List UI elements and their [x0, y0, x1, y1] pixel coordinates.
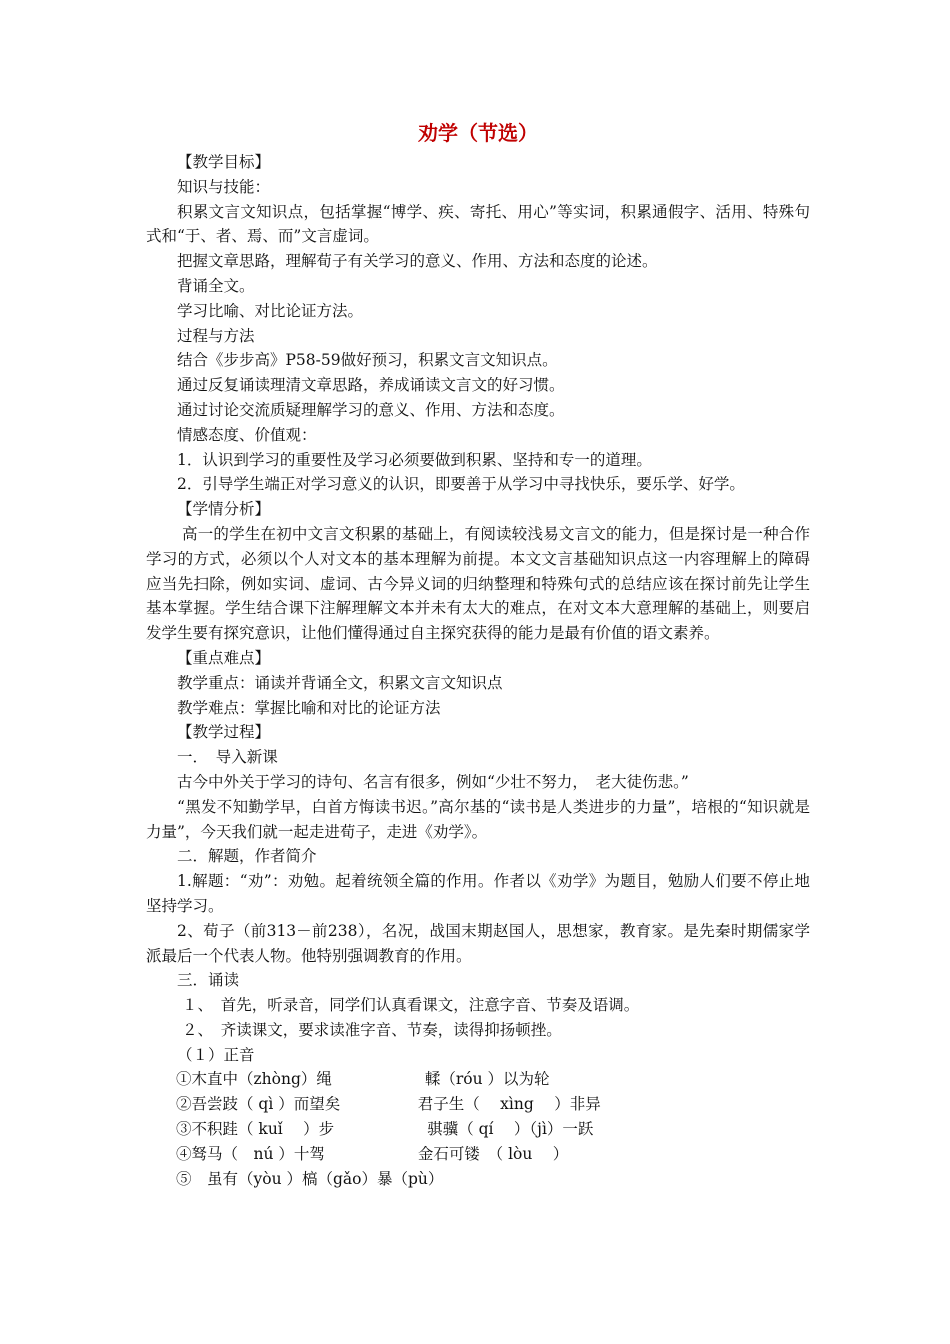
paragraph: ２、 齐读课文，要求读准字音、节奏，读得抑扬顿挫。 [182, 1020, 562, 1039]
paragraph: 情感态度、价值观： [177, 425, 317, 444]
paragraph: 高一的学生在初中文言文积累的基础上，有阅读较浅易文言文的能力，但是探讨是一种合作学习的方式，必须以个人对文本的基本理解为前提。本文文言基础知识点这一内容理解上的障碍应当先扫除，例如实词、虚词、古今异义词的归纳整理和特殊句式的总结应该在探讨前先让学生基本掌握。学生结合课下注解理解文本并未有太大的难点，在对文本大意理解的基础上，则要启发学生要有探究意识，让他们懂得通过自主探究获得的能力是最有价值的语文素养。 [146, 524, 810, 643]
paragraph: 结合《步步高》P58-59做好预习，积累文言文知识点。 [177, 351, 558, 370]
section-heading-key-points: 【重点难点】 [177, 648, 271, 667]
document-title: 劝学（节选） [418, 121, 538, 145]
paragraph: 2、荀子（前313－前238），名况，战国末期赵国人，思想家，教育家。是先秦时期儒家学派最后一个代表人物。他特别强调教育的作用。 [146, 921, 810, 965]
section-heading-goals: 【教学目标】 [177, 153, 271, 171]
pinyin-line: ⑤ 虽有（yòu ）槁（gǎo）暴（pù） [176, 1169, 444, 1188]
paragraph: 1.解题：“劝”：劝勉。起着统领全篇的作用。作者以《劝学》为题目，勉励人们要不停止地坚持学习。 [146, 872, 810, 915]
document-page [146, 118, 810, 1191]
pinyin-line: ②吾尝跂（ qì ）而望矣 君子生（ xìng ）非异 [176, 1095, 601, 1114]
paragraph: 2．引导学生端正对学习意义的认识，即要善于从学习中寻找快乐，要乐学、好学。 [177, 475, 745, 494]
pinyin-line: ④驽马（ nú ）十驾 金石可镂 （ lòu ） [176, 1144, 569, 1163]
paragraph: 二．解题，作者简介 [177, 847, 317, 866]
paragraph: 通过反复诵读理清文章思路，养成诵读文言文的好习惯。 [177, 376, 565, 395]
pinyin-heading: （１）正音 [177, 1045, 255, 1064]
paragraph: 1．认识到学习的重要性及学习必须要做到积累、坚持和专一的道理。 [177, 450, 652, 469]
paragraph: “黑发不知勤学早，白首方悔读书迟。”高尔基的“读书是人类进步的力量”，培根的“知识就是力量”，今天我们就一起走进荀子，走进《劝学》。 [146, 797, 810, 841]
paragraph: 三．诵读 [177, 971, 240, 990]
paragraph: 学习比喻、对比论证方法。 [177, 301, 364, 320]
paragraph: 知识与技能： [177, 177, 271, 196]
pinyin-line: ①木直中（zhòng）绳 輮（róu ）以为轮 [176, 1070, 550, 1089]
paragraph: １、 首先，听录音，同学们认真看课文，注意字音、节奏及语调。 [182, 996, 640, 1015]
paragraph: 背诵全文。 [177, 276, 255, 295]
pinyin-line: ③不积跬（ kuǐ ）步 骐骥（ qí ）（jì）一跃 [176, 1120, 594, 1139]
paragraph: 过程与方法 [177, 326, 255, 345]
section-heading-analysis: 【学情分析】 [177, 500, 271, 519]
paragraph: 积累文言文知识点，包括掌握“博学、疾、寄托、用心”等实词，积累通假字、活用、特殊句式和“于、者、焉、而”文言虚词。 [146, 202, 810, 246]
paragraph: 把握文章思路，理解荀子有关学习的意义、作用、方法和态度的论述。 [177, 252, 658, 271]
paragraph: 教学难点：掌握比喻和对比的论证方法 [177, 698, 441, 717]
paragraph: 通过讨论交流质疑理解学习的意义、作用、方法和态度。 [177, 400, 565, 419]
section-heading-process: 【教学过程】 [177, 723, 271, 742]
paragraph: 教学重点：诵读并背诵全文，积累文言文知识点 [177, 673, 503, 692]
paragraph: 一． 导入新课 [177, 748, 278, 767]
paragraph: 古今中外关于学习的诗句、名言有很多，例如“少壮不努力， 老大徒伤悲。” [177, 772, 689, 791]
